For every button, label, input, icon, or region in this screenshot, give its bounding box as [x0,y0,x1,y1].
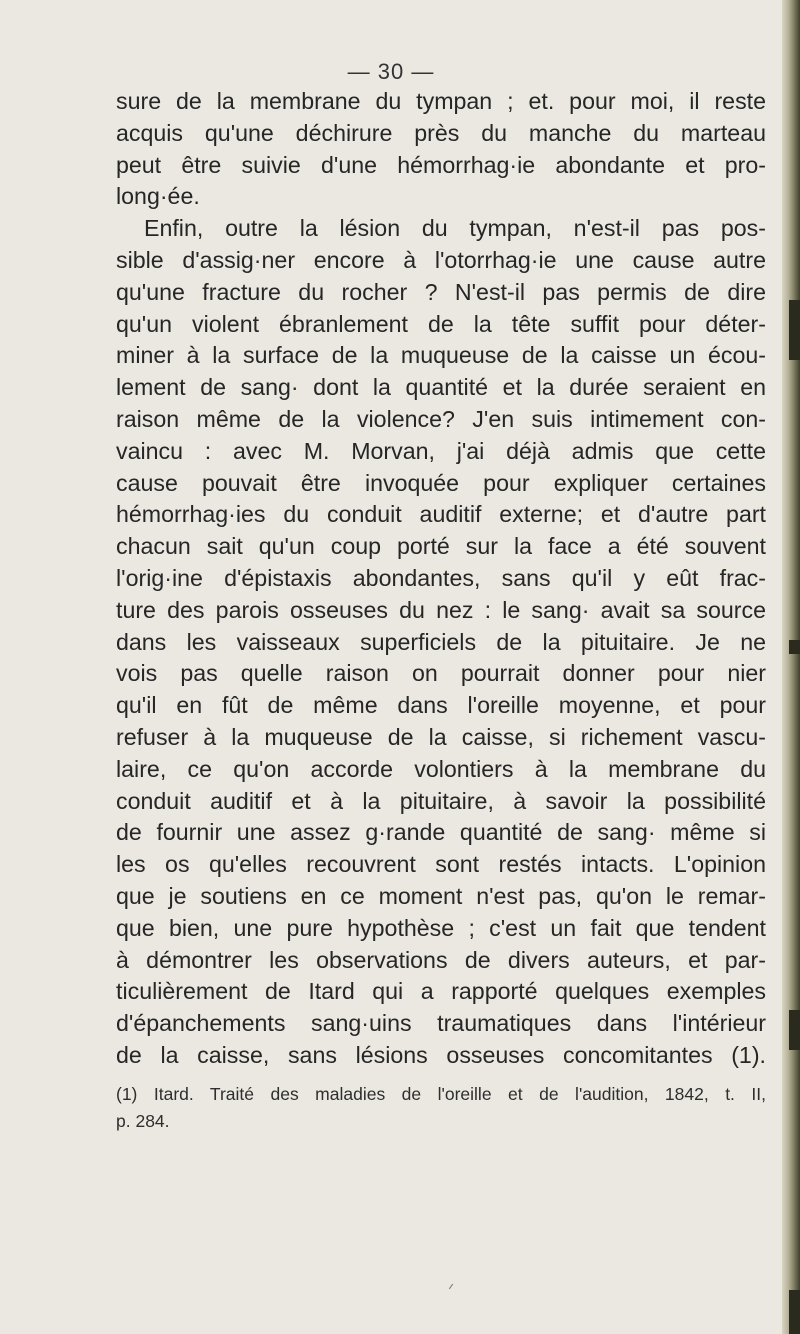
page-edge-shadow [782,0,800,1334]
text-line: Enfin, outre la lésion du tympan, n'est-il pas pos- [144,215,766,242]
text-line: lement de sang· dont la quantité et la durée seraient en [116,374,766,401]
footnote-line: (1) Itard. Traité des maladies de l'oreille et de l'audition, 1842, t. II, [116,1084,766,1104]
text-line: vois pas quelle raison on pourrait donner pour nier [116,660,766,687]
text-line: vaincu : avec M. Morvan, j'ai déjà admis que cette [116,437,766,464]
text-line: qu'une fracture du rocher ? N'est-il pas permis de dire [116,278,766,305]
text-line: peut être suivie d'une hémorrhag·ie abondante et pro- [116,151,766,178]
text-line: raison même de la violence? J'en suis intimement con- [116,405,766,432]
text-line: de la caisse, sans lésions osseuses concomitantes (1). [116,1041,766,1068]
text-line: refuser à la muqueuse de la caisse, si richement vascu- [116,723,766,750]
text-line: sible d'assig·ner encore à l'otorrhag·ie une cause autre [116,246,766,273]
text-line: que bien, une pure hypothèse ; c'est un fait que tendent [116,914,766,941]
body-text [116,86,766,1072]
text-line: les os qu'elles recouvrent sont restés intacts. L'opinion [116,851,766,878]
footnote-line: p. 284. [116,1111,170,1131]
text-line: à démontrer les observations de divers auteurs, et par- [116,946,766,973]
text-line: d'épanchements sang·uins traumatiques dans l'intérieur [116,1010,766,1037]
page-edge-mark [789,300,800,360]
text-line: cause pouvait être invoquée pour expliquer certaines [116,469,766,496]
page-edge-mark [789,1290,800,1334]
text-line: que je soutiens en ce moment n'est pas, qu'on le remar- [116,882,766,909]
text-line: acquis qu'une déchirure près du manche du marteau [116,119,766,146]
text-line: ticulièrement de Itard qui a rapporté quelques exemples [116,978,766,1005]
text-line: conduit auditif et à la pituitaire, à savoir la possibilité [116,787,766,814]
text-line: qu'un violent ébranlement de la tête suffit pour déter- [116,310,766,337]
page-number: — 30 — [347,59,435,84]
text-line: chacun sait qu'un coup porté sur la face a été souvent [116,533,766,560]
page-edge-mark [789,1010,800,1050]
text-line: long·ée. [116,183,200,210]
ink-speck [449,1284,453,1289]
text-line: ture des parois osseuses du nez : le sang· avait sa source [116,596,766,623]
text-line: miner à la surface de la muqueuse de la caisse un écou- [116,342,766,369]
text-line: dans les vaisseaux superficiels de la pituitaire. Je ne [116,628,766,655]
text-line: sure de la membrane du tympan ; et. pour moi, il reste [116,88,766,114]
text-line: de fournir une assez g·rande quantité de sang· même si [116,819,766,846]
text-line: l'orig·ine d'épistaxis abondantes, sans qu'il y eût frac- [116,564,766,591]
footnote [116,1081,766,1135]
text-line: hémorrhag·ies du conduit auditif externe; et d'autre part [116,501,766,528]
text-line: laire, ce qu'on accorde volontiers à la membrane du [116,755,766,782]
page-edge-mark [789,640,800,654]
text-line: qu'il en fût de même dans l'oreille moyenne, et pour [116,692,766,719]
